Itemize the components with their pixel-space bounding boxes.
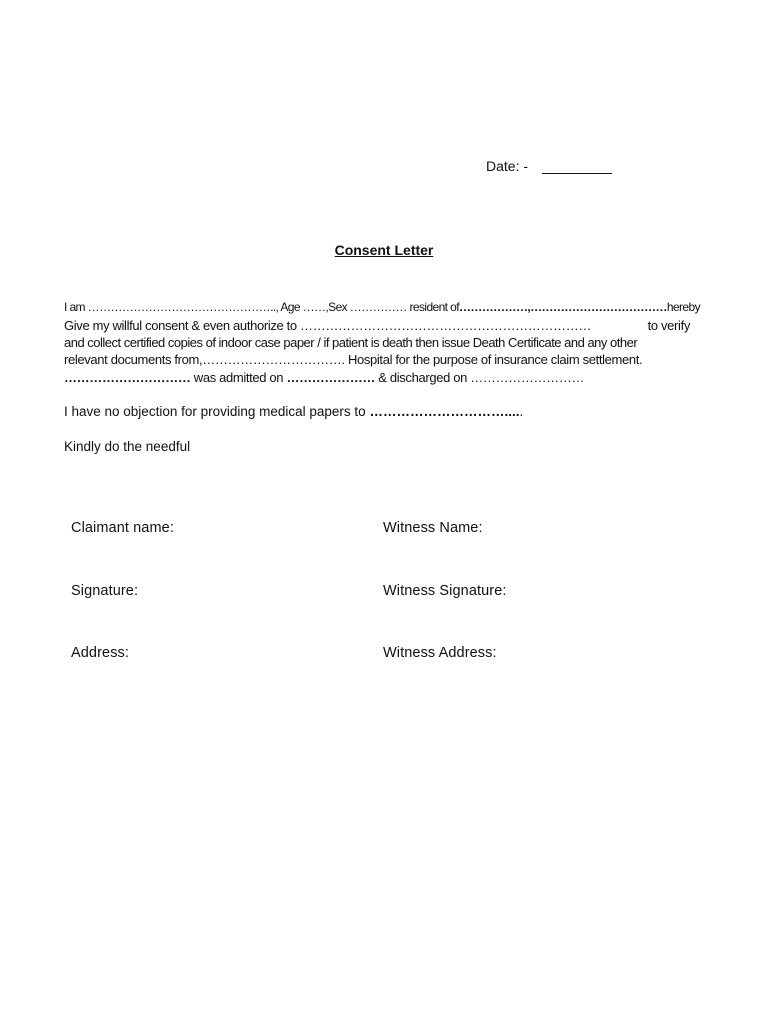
- objection-line: [64, 404, 523, 419]
- hereby-text: hereby: [666, 300, 700, 314]
- resident-dots: ………………,………………………………: [458, 300, 667, 314]
- to-verify-text: to verify: [647, 318, 690, 333]
- address-label: Address:: [71, 645, 130, 661]
- body-line-2: [64, 318, 690, 333]
- body-line-4: relevant documents from,……………………………. Hospital for the purpose of insurance claim settlement.: [64, 352, 643, 367]
- objection-text: I have no objection for providing medical papers to: [64, 404, 370, 419]
- sex-text: Sex …………… resident of: [328, 300, 459, 314]
- objection-end: .: [519, 404, 524, 419]
- admitted-text: was admitted on: [190, 370, 287, 385]
- witness-name-label: Witness Name:: [383, 520, 483, 536]
- authorize-text: Give my willful consent & even authorize to ……………………………………………………………: [64, 318, 592, 333]
- witness-address-label: Witness Address:: [383, 645, 497, 661]
- witness-signature-label: Witness Signature:: [383, 583, 507, 599]
- i-am-text: I am ………………………………………….., Age ……,: [64, 300, 329, 314]
- objection-dots: …………………………....: [369, 404, 520, 419]
- body-line-5: [64, 370, 690, 385]
- collect-text: and collect certified copies of indoor case paper / if patient is death then issue Death Certificate and any other: [64, 335, 638, 350]
- patient-dots: …………………………: [64, 370, 191, 385]
- admitted-dots: …………………: [286, 370, 376, 385]
- date-row: [486, 158, 612, 174]
- document-title: Consent Letter: [334, 242, 434, 258]
- date-blank-line: [542, 159, 612, 174]
- discharged-text: & discharged on ………………………: [375, 370, 585, 385]
- claimant-name-label: Claimant name:: [71, 520, 174, 536]
- closing-line: Kindly do the needful: [64, 439, 191, 454]
- signature-label: Signature:: [71, 583, 139, 599]
- date-label: Date: -: [486, 158, 529, 174]
- body-line-3: [64, 335, 690, 350]
- body-line-1: [64, 300, 700, 314]
